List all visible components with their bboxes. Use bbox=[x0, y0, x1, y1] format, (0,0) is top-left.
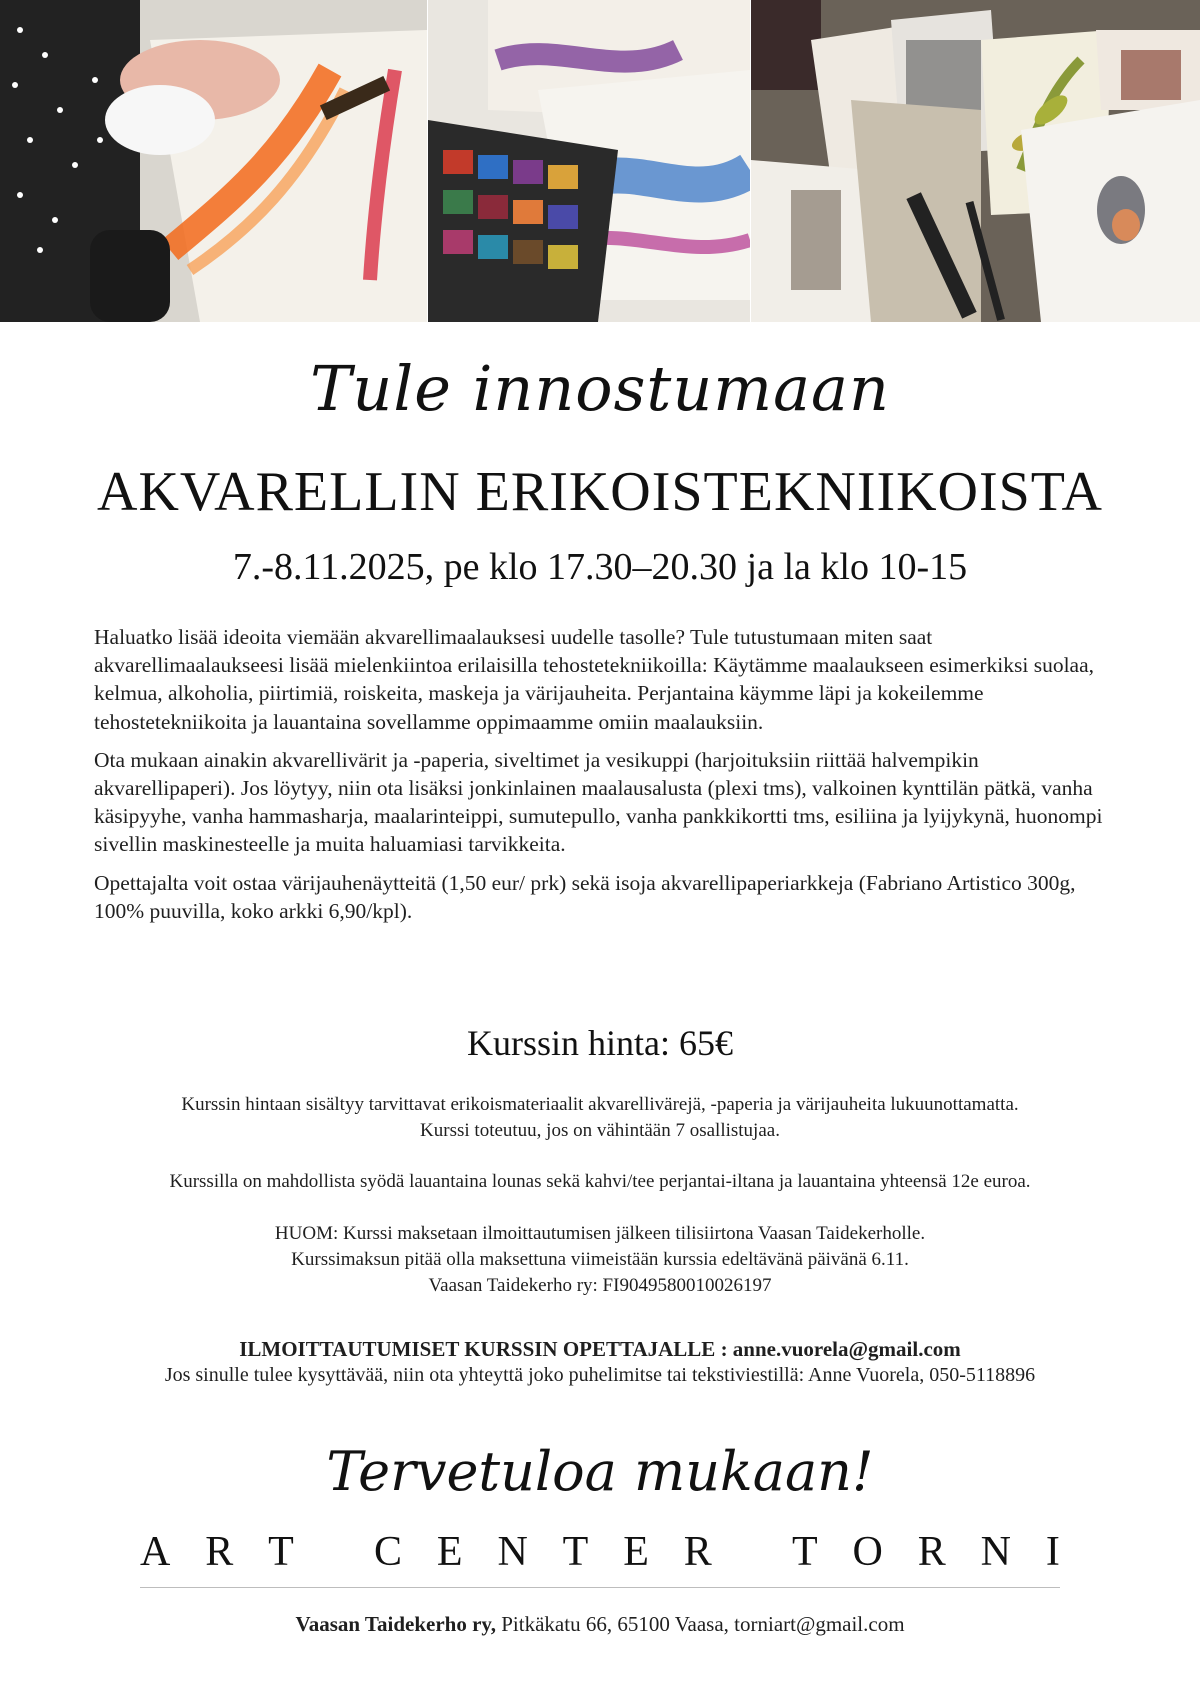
contact-text: Jos sinulle tulee kysyttävää, niin ota yhteyttä joko puhelimitse tai tekstiviestillä: Anne Vuorela, 050-5118896 bbox=[164, 1364, 1036, 1386]
registration-email: ILMOITTAUTUMISET KURSSIN OPETTAJALLE : anne.vuorela@gmail.com bbox=[239, 1337, 961, 1361]
brand-letter: N bbox=[980, 1529, 1011, 1575]
description-paragraph-supplies: Ota mukaan ainakin akvarellivärit ja -paperia, siveltimet ja vesikuppi (harjoituksiin riittää halvempikin akvarellipaperi). Jos löytyy, niin ota lisäksi jonkinlainen maalausalusta (plexi tms), valkoinen kynttilän pätkä, vanha käsipyyhe, vanha hammasharja, maalarinteippi, sumutepullo, vanha pankkikortti tms, esiliina ja lyijykynä, huonompi sivellin maskinesteelle ja muita haluamiasi tarvikkeita. bbox=[94, 747, 1103, 857]
brand-letter-space bbox=[329, 1528, 340, 1576]
page-title: AKVARELLIN ERIKOISTEKNIIKOISTA bbox=[97, 461, 1103, 523]
script-heading-intro: Tule innostumaan bbox=[310, 352, 890, 425]
minimum-participants-text: Kurssi toteutuu, jos on vähintään 7 osallistujaa. bbox=[420, 1120, 780, 1141]
brand-name-art-center-torni bbox=[140, 1528, 1060, 1576]
brand-letter: R bbox=[917, 1529, 946, 1575]
brand-divider bbox=[140, 1587, 1060, 1588]
brand-letter: T bbox=[562, 1529, 589, 1575]
brand-letter: T bbox=[268, 1529, 294, 1575]
photo-painting-orange-strokes bbox=[0, 0, 427, 322]
photo-watercolor-palette bbox=[428, 0, 750, 322]
payment-info bbox=[40, 1221, 1160, 1299]
course-description bbox=[94, 623, 1114, 935]
payment-deadline-text: Kurssimaksun pitää olla maksettuna viimeistään kurssia edeltävänä päivänä 6.11. bbox=[291, 1249, 909, 1270]
course-date-time: 7.-8.11.2025, pe klo 17.30–20.30 ja la klo 10-15 bbox=[232, 546, 968, 588]
registration-info bbox=[40, 1336, 1160, 1388]
brand-letter: O bbox=[852, 1529, 883, 1575]
meals-info: Kurssilla on mahdollista syödä lauantaina lounas sekä kahvi/tee perjantai-iltana ja lauantaina yhteensä 12e euroa. bbox=[169, 1171, 1031, 1192]
course-price: Kurssin hinta: 65€ bbox=[467, 1023, 733, 1063]
brand-letter: A bbox=[140, 1529, 171, 1575]
brand-letter: E bbox=[623, 1529, 649, 1575]
brand-letter-space bbox=[747, 1528, 758, 1576]
description-paragraph-purchase: Opettajalta voit ostaa värijauhenäytteitä (1,50 eur/ prk) sekä isoja akvarellipaperiarkkeja (Fabriano Artistico 300g, 100% puuvilla, koko arkki 6,90/kpl). bbox=[94, 870, 1076, 923]
footer-organization: Vaasan Taidekerho ry, bbox=[295, 1612, 496, 1636]
script-welcome: Tervetuloa mukaan! bbox=[326, 1440, 874, 1503]
photo-finished-paintings bbox=[751, 0, 1200, 322]
photo-strip bbox=[0, 0, 1200, 322]
description-paragraph-intro: Haluatko lisää ideoita viemään akvarellimaalauksesi uudelle tasolle? Tule tutustumaan miten saat akvarellimaalaukseesi lisää mielenkiintoa erilaisilla tehostetekniikoilla: Käytämme maalaukseen esimerkiksi suolaa, kelmua, alkoholia, piirtimiä, roiskeita, maskeja ja värijauheita. Perjantaina käymme läpi ja kokeilemme tehostetekniikoita ja lauantaina sovellamme oppimaamme omiin maalauksiin. bbox=[94, 625, 1095, 734]
included-materials-text: Kurssin hintaan sisältyy tarvittavat erikoismateriaalit akvarellivärejä, -paperia ja värijauheita lukuunottamatta. bbox=[181, 1094, 1019, 1115]
footer-address-text: Pitkäkatu 66, 65100 Vaasa, torniart@gmail.com bbox=[496, 1612, 905, 1636]
brand-letter: R bbox=[205, 1529, 234, 1575]
bank-account-text: Vaasan Taidekerho ry: FI9049580010026197 bbox=[428, 1275, 772, 1296]
brand-letter: T bbox=[791, 1529, 818, 1575]
brand-letter: C bbox=[374, 1529, 403, 1575]
brand-letter: R bbox=[683, 1529, 712, 1575]
brand-letter: E bbox=[436, 1529, 463, 1575]
brand-letter: N bbox=[497, 1529, 528, 1575]
included-info bbox=[40, 1092, 1160, 1144]
brand-letter: I bbox=[1045, 1529, 1060, 1575]
footer-address bbox=[0, 1612, 1200, 1637]
payment-method-text: HUOM: Kurssi maksetaan ilmoittautumisen jälkeen tilisiirtona Vaasan Taidekerholle. bbox=[274, 1223, 926, 1244]
